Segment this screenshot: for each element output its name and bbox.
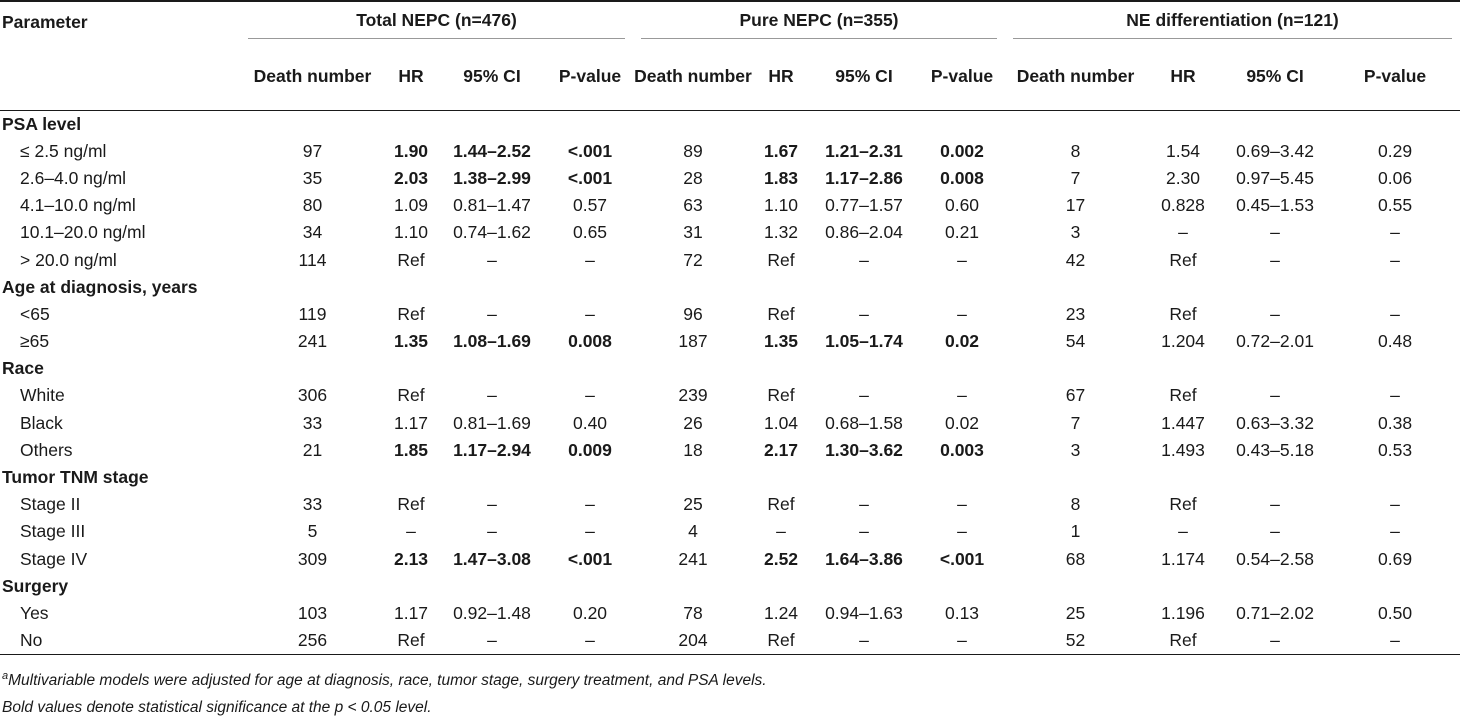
p-value-cell: –	[585, 385, 595, 406]
death-number-cell: 21	[302, 439, 323, 460]
section-row	[0, 274, 1460, 301]
group-header-total: Total NEPC (n=476)	[240, 1, 633, 42]
col-ci: 95% CI	[809, 42, 919, 111]
footnotes	[0, 663, 1460, 721]
col-death-number: Death number	[633, 42, 753, 111]
table-header	[0, 1, 1460, 111]
col-death-number: Death number	[240, 42, 385, 111]
section-row	[0, 573, 1460, 600]
death-number-cell: 96	[683, 303, 703, 324]
p-value-cell: –	[1390, 249, 1400, 270]
row-label: 2.6–4.0 ng/ml	[20, 167, 127, 188]
ci-cell: 0.63–3.32	[1236, 412, 1314, 433]
p-value-cell: 0.008	[568, 331, 612, 352]
hr-cell: 1.54	[1165, 140, 1201, 161]
table-row	[0, 410, 1460, 437]
table-row	[0, 192, 1460, 219]
hr-cell: 1.10	[393, 222, 429, 243]
p-value-cell: –	[1390, 521, 1400, 542]
ci-cell: 1.30–3.62	[825, 439, 903, 460]
hr-cell: –	[406, 521, 416, 542]
p-value-cell: 0.65	[572, 222, 608, 243]
death-number-cell: 33	[302, 494, 323, 515]
p-value-cell: 0.008	[940, 167, 984, 188]
ci-cell: –	[1270, 249, 1280, 270]
hr-cell: Ref	[385, 627, 437, 654]
ci-cell: –	[809, 627, 919, 654]
death-number-cell: 3	[1070, 222, 1081, 243]
ci-cell: –	[859, 385, 869, 406]
death-number-cell: 35	[302, 167, 323, 188]
col-hr: HR	[385, 42, 437, 111]
p-value-cell: –	[1390, 222, 1400, 243]
ci-cell: 1.17–2.86	[825, 167, 903, 188]
ci-cell: 1.08–1.69	[453, 331, 531, 352]
death-number-cell: 5	[307, 521, 318, 542]
ci-cell: 1.05–1.74	[825, 331, 903, 352]
p-value-cell: –	[1390, 385, 1400, 406]
row-label: ≥65	[20, 331, 50, 352]
ci-cell: 0.72–2.01	[1236, 331, 1314, 352]
p-value-cell: 0.002	[940, 140, 984, 161]
death-number-cell: 241	[297, 331, 328, 352]
ci-cell: 0.92–1.48	[453, 602, 531, 623]
ci-cell: 0.45–1.53	[1236, 195, 1314, 216]
table-row	[0, 437, 1460, 464]
ci-cell: 0.77–1.57	[825, 195, 903, 216]
p-value-cell: 0.60	[944, 195, 980, 216]
p-value-cell: 0.50	[1378, 602, 1413, 623]
ci-cell: 0.43–5.18	[1236, 439, 1314, 460]
section-row	[0, 111, 1460, 138]
group-header-pure: Pure NEPC (n=355)	[633, 1, 1005, 42]
hr-cell: Ref	[1169, 494, 1197, 515]
death-number-cell: 1	[1070, 521, 1081, 542]
footnote-adjustment-text: Multivariable models were adjusted for age at diagnosis, race, tumor stage, surgery treatment, and PSA levels.	[8, 671, 767, 689]
p-value-cell: 0.55	[1378, 195, 1413, 216]
col-p-value: P-value	[1330, 42, 1460, 111]
hr-cell: 1.447	[1161, 412, 1205, 433]
hr-cell: 1.04	[763, 412, 799, 433]
death-number-cell: 52	[1005, 627, 1146, 654]
hr-cell: 2.30	[1165, 167, 1201, 188]
death-number-cell: 54	[1065, 331, 1086, 352]
ci-cell: –	[859, 494, 869, 515]
col-hr: HR	[753, 42, 809, 111]
p-value-cell: –	[957, 303, 967, 324]
table-row	[0, 518, 1460, 545]
table-row	[0, 301, 1460, 328]
death-number-cell: 306	[297, 385, 328, 406]
death-number-cell: 89	[683, 140, 703, 161]
p-value-cell: 0.06	[1378, 167, 1413, 188]
p-value-cell: –	[919, 627, 1005, 654]
ci-cell: –	[1270, 222, 1280, 243]
column-header-row	[0, 42, 1460, 111]
p-value-cell: –	[585, 249, 595, 270]
hr-cell: –	[1178, 222, 1188, 243]
footnote-adjustment	[2, 663, 1460, 694]
p-value-cell: 0.21	[944, 222, 980, 243]
death-number-cell: 17	[1065, 195, 1086, 216]
death-number-cell: 18	[683, 439, 703, 460]
col-p-value: P-value	[547, 42, 633, 111]
hr-cell: 0.828	[1161, 195, 1205, 216]
ci-cell: –	[487, 385, 497, 406]
hr-cell: 2.17	[763, 439, 799, 460]
death-number-cell: 103	[297, 602, 328, 623]
death-number-cell: 187	[678, 331, 708, 352]
hr-cell: 1.32	[763, 222, 799, 243]
death-number-cell: 4	[688, 521, 698, 542]
hr-cell: Ref	[397, 249, 425, 270]
hr-cell: Ref	[397, 385, 425, 406]
row-label: Others	[20, 439, 73, 460]
p-value-cell: 0.38	[1378, 412, 1413, 433]
ci-cell: 0.71–2.02	[1236, 602, 1314, 623]
hr-cell: 1.204	[1161, 331, 1205, 352]
death-number-cell: 8	[1070, 140, 1081, 161]
death-number-cell: 80	[302, 195, 323, 216]
hr-cell: 2.03	[393, 167, 429, 188]
p-value-cell: 0.02	[944, 331, 980, 352]
death-number-cell: 114	[298, 249, 327, 270]
hr-cell: Ref	[753, 627, 809, 654]
hr-cell: Ref	[1169, 249, 1197, 270]
hr-cell: 1.10	[763, 195, 799, 216]
section-title: Surgery	[2, 575, 69, 596]
death-number-cell: 239	[678, 385, 708, 406]
footnote-bold-significance: Bold values denote statistical significance at the p < 0.05 level.	[2, 698, 432, 716]
hr-cell: Ref	[1146, 627, 1220, 654]
death-number-cell: 28	[683, 167, 703, 188]
hr-cell: Ref	[1169, 303, 1197, 324]
hr-cell: 1.85	[393, 439, 429, 460]
hr-cell: 1.24	[763, 602, 799, 623]
col-death-number: Death number	[1005, 42, 1146, 111]
ci-cell: 1.64–3.86	[825, 548, 903, 569]
death-number-cell: 25	[683, 494, 703, 515]
death-number-cell: 67	[1065, 385, 1086, 406]
ci-cell: 0.69–3.42	[1236, 140, 1314, 161]
death-number-cell: 26	[683, 412, 703, 433]
section-title: Race	[2, 358, 44, 379]
death-number-cell: 7	[1070, 167, 1081, 188]
p-value-cell: –	[585, 303, 595, 324]
p-value-cell: 0.13	[944, 602, 980, 623]
ci-cell: 0.81–1.69	[453, 412, 531, 433]
col-ci: 95% CI	[437, 42, 547, 111]
p-value-cell: –	[957, 521, 967, 542]
p-value-cell: <.001	[567, 548, 613, 569]
death-number-cell: 42	[1065, 249, 1086, 270]
hr-cell: 1.83	[763, 167, 799, 188]
footnote-marker: a	[2, 669, 9, 682]
hr-cell: Ref	[767, 385, 795, 406]
death-number-cell: 34	[302, 222, 323, 243]
table-row	[0, 546, 1460, 573]
hr-cell: Ref	[397, 303, 425, 324]
p-value-cell: –	[547, 627, 633, 654]
ci-cell: 0.94–1.63	[825, 602, 903, 623]
death-number-cell: 97	[302, 140, 323, 161]
hr-cell: Ref	[767, 494, 795, 515]
row-label: > 20.0 ng/ml	[20, 249, 117, 270]
ci-cell: –	[437, 627, 547, 654]
p-value-cell: <.001	[939, 548, 985, 569]
ci-cell: –	[859, 521, 869, 542]
p-value-cell: 0.53	[1378, 439, 1413, 460]
p-value-cell: 0.009	[568, 439, 612, 460]
death-number-cell: 33	[302, 412, 323, 433]
ci-cell: –	[859, 249, 869, 270]
hr-cell: 1.90	[393, 140, 429, 161]
ci-cell: 1.44–2.52	[453, 140, 531, 161]
death-number-cell: 78	[683, 602, 703, 623]
death-number-cell: 63	[683, 195, 703, 216]
table-row	[0, 627, 1460, 654]
ci-cell: 0.54–2.58	[1236, 548, 1314, 569]
table-row	[0, 165, 1460, 192]
table-row	[0, 219, 1460, 246]
p-value-cell: 0.20	[572, 602, 608, 623]
section-title: Tumor TNM stage	[2, 467, 149, 488]
section-row	[0, 355, 1460, 382]
p-value-cell: 0.40	[572, 412, 608, 433]
p-value-cell: 0.003	[940, 439, 984, 460]
hr-cell: 1.09	[393, 195, 429, 216]
death-number-cell: 241	[678, 548, 708, 569]
hr-cell: –	[1178, 521, 1188, 542]
p-value-cell: –	[1330, 627, 1460, 654]
death-number-cell: 7	[1070, 412, 1081, 433]
p-value-cell: –	[585, 494, 595, 515]
row-label: <65	[20, 303, 50, 324]
p-value-cell: 0.48	[1378, 331, 1413, 352]
section-row	[0, 464, 1460, 491]
ci-cell: 0.97–5.45	[1236, 167, 1314, 188]
hr-cell: 1.35	[763, 331, 799, 352]
col-hr: HR	[1146, 42, 1220, 111]
col-ci: 95% CI	[1220, 42, 1330, 111]
row-label: Yes	[20, 602, 49, 623]
row-label: Stage II	[20, 494, 81, 515]
hr-cell: 1.17	[393, 412, 429, 433]
table-row	[0, 246, 1460, 273]
ci-cell: –	[487, 521, 497, 542]
group-header-ne: NE differentiation (n=121)	[1005, 1, 1460, 42]
row-label: Stage IV	[20, 548, 88, 569]
table-body	[0, 111, 1460, 655]
row-label: ≤ 2.5 ng/ml	[20, 140, 107, 161]
hr-cell: 1.67	[763, 140, 799, 161]
row-label: 10.1–20.0 ng/ml	[20, 222, 146, 243]
table-row	[0, 600, 1460, 627]
group-header-row	[0, 1, 1460, 42]
ci-cell: 1.47–3.08	[453, 548, 531, 569]
death-number-cell: 68	[1065, 548, 1086, 569]
hr-cell: 2.52	[763, 548, 799, 569]
ci-cell: –	[487, 494, 497, 515]
hr-cell: 1.17	[393, 602, 429, 623]
hr-cell: 1.196	[1161, 602, 1205, 623]
ci-cell: –	[487, 249, 497, 270]
p-value-cell: 0.69	[1378, 548, 1413, 569]
hr-cell: –	[776, 521, 786, 542]
hr-cell: 2.13	[393, 548, 429, 569]
hr-cell: Ref	[397, 494, 425, 515]
col-p-value: P-value	[919, 42, 1005, 111]
p-value-cell: 0.57	[572, 195, 608, 216]
hr-cell: 1.35	[393, 331, 429, 352]
p-value-cell: –	[1390, 303, 1400, 324]
section-title: Age at diagnosis, years	[2, 276, 198, 297]
p-value-cell: <.001	[567, 167, 613, 188]
ci-cell: 0.74–1.62	[453, 222, 531, 243]
ci-cell: –	[1270, 494, 1280, 515]
table-row	[0, 138, 1460, 165]
ci-cell: –	[1220, 627, 1330, 654]
death-number-cell: 3	[1070, 439, 1081, 460]
hr-cell: Ref	[767, 303, 795, 324]
row-label: White	[20, 385, 65, 406]
death-number-cell: 25	[1065, 602, 1086, 623]
p-value-cell: <.001	[567, 140, 613, 161]
parameter-header: Parameter	[2, 11, 88, 32]
p-value-cell: 0.29	[1378, 140, 1413, 161]
row-label: No	[0, 627, 240, 654]
death-number-cell: 8	[1070, 494, 1081, 515]
p-value-cell: 0.02	[944, 412, 980, 433]
table-row	[0, 328, 1460, 355]
death-number-cell: 204	[633, 627, 753, 654]
p-value-cell: –	[957, 385, 967, 406]
row-label: 4.1–10.0 ng/ml	[20, 195, 136, 216]
ci-cell: –	[859, 303, 869, 324]
p-value-cell: –	[1390, 494, 1400, 515]
ci-cell: 1.21–2.31	[825, 140, 903, 161]
ci-cell: –	[1270, 521, 1280, 542]
ci-cell: 0.68–1.58	[825, 412, 903, 433]
death-number-cell: 309	[297, 548, 328, 569]
ci-cell: 0.81–1.47	[453, 195, 531, 216]
hr-cell: Ref	[1169, 385, 1197, 406]
hr-cell: Ref	[767, 249, 795, 270]
p-value-cell: –	[957, 494, 967, 515]
ci-cell: 0.86–2.04	[825, 222, 903, 243]
ci-cell: 1.17–2.94	[453, 439, 531, 460]
hr-cell: 1.174	[1161, 548, 1205, 569]
p-value-cell: –	[585, 521, 595, 542]
section-title: PSA level	[2, 113, 82, 134]
hr-cell: 1.493	[1161, 439, 1205, 460]
death-number-cell: 31	[683, 222, 703, 243]
ci-cell: 1.38–2.99	[453, 167, 531, 188]
death-number-cell: 119	[298, 303, 327, 324]
row-label: Black	[20, 412, 63, 433]
ci-cell: –	[1270, 385, 1280, 406]
ci-cell: –	[1270, 303, 1280, 324]
table-row	[0, 491, 1460, 518]
death-number-cell: 256	[240, 627, 385, 654]
row-label: Stage III	[20, 521, 86, 542]
ci-cell: –	[487, 303, 497, 324]
death-number-cell: 23	[1065, 303, 1086, 324]
p-value-cell: –	[957, 249, 967, 270]
death-number-cell: 72	[683, 249, 703, 270]
table-row	[0, 382, 1460, 409]
